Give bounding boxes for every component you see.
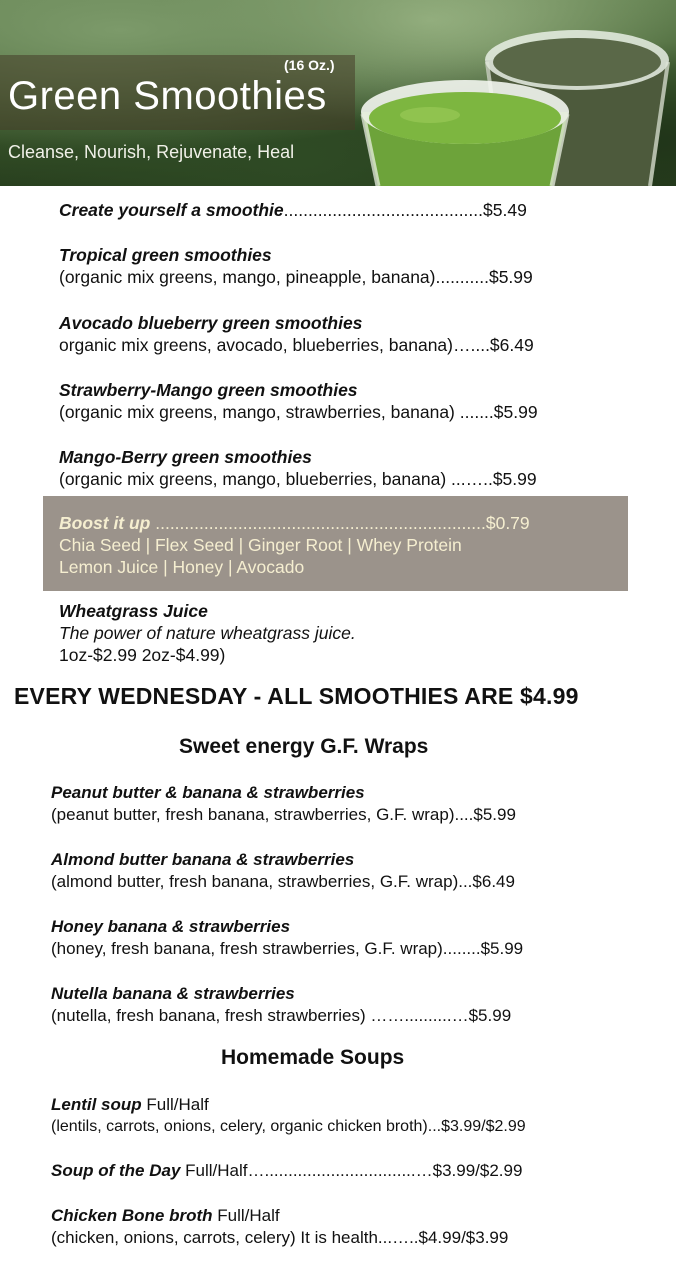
- item-name: Lentil soup: [51, 1095, 142, 1114]
- item-description: organic mix greens, avocado, blueberries, banana)…....$6.49: [59, 335, 534, 355]
- item-name: Create yourself a smoothie: [59, 200, 284, 220]
- header-banner: [0, 0, 676, 186]
- item-price: 1oz-$2.99 2oz-$4.99): [59, 645, 226, 665]
- boost-options-line2: Lemon Juice | Honey | Avocado: [59, 557, 305, 577]
- boost-price: $0.79: [485, 513, 530, 533]
- item-name: Chicken Bone broth: [51, 1206, 213, 1225]
- item-description: (almond butter, fresh banana, strawberries, G.F. wrap)...$6.49: [51, 872, 515, 891]
- menu-item: [59, 446, 537, 490]
- item-name: Peanut butter & banana & strawberries: [51, 783, 365, 802]
- boost-panel: [43, 496, 628, 591]
- item-description: (organic mix greens, mango, strawberries, banana) .......$5.99: [59, 402, 538, 422]
- item-name: Tropical green smoothies: [59, 245, 272, 265]
- page-title: Green Smoothies: [8, 74, 327, 118]
- item-description: (peanut butter, fresh banana, strawberries, G.F. wrap)....$5.99: [51, 805, 516, 824]
- menu-item: [51, 983, 511, 1027]
- item-size: Full/Half: [212, 1206, 280, 1225]
- boost-name: Boost it up: [59, 513, 151, 533]
- boost-options-line1: Chia Seed | Flex Seed | Ginger Root | Whey Protein: [59, 535, 462, 555]
- item-name: Avocado blueberry green smoothies: [59, 313, 363, 333]
- menu-item: [51, 1094, 526, 1138]
- menu-item: [51, 1205, 508, 1249]
- item-price: $5.49: [483, 200, 527, 220]
- menu-item: [51, 849, 515, 893]
- item-name: Mango-Berry green smoothies: [59, 447, 312, 467]
- item-name: Nutella banana & strawberries: [51, 984, 295, 1003]
- item-description: (organic mix greens, mango, pineapple, banana)...........$5.99: [59, 267, 533, 287]
- item-description: (organic mix greens, mango, blueberries, banana) ...…..$5.99: [59, 469, 537, 489]
- menu-item: [59, 244, 533, 288]
- menu-item: [59, 379, 538, 423]
- item-name: Wheatgrass Juice: [59, 601, 208, 621]
- item-description: The power of nature wheatgrass juice.: [59, 623, 356, 643]
- item-name: Almond butter banana & strawberries: [51, 850, 355, 869]
- menu-item: [51, 782, 516, 826]
- menu-item: [59, 312, 534, 356]
- item-description: (honey, fresh banana, fresh strawberries, G.F. wrap)........$5.99: [51, 939, 524, 958]
- dot-leader: ....................................................................: [150, 513, 486, 533]
- item-description: (nutella, fresh banana, fresh strawberries) ……..........…$5.99: [51, 1006, 512, 1025]
- menu-item: [59, 199, 527, 221]
- promo-banner: EVERY WEDNESDAY - ALL SMOOTHIES ARE $4.99: [14, 683, 579, 709]
- item-description: (chicken, onions, carrots, celery) It is health...…..$4.99/$3.99: [51, 1228, 509, 1247]
- item-name: Honey banana & strawberries: [51, 917, 291, 936]
- item-name: Strawberry-Mango green smoothies: [59, 380, 358, 400]
- tagline: Cleanse, Nourish, Rejuvenate, Heal: [8, 142, 295, 162]
- section-heading-soups: Homemade Soups: [221, 1046, 405, 1069]
- item-size: Full/Half: [141, 1095, 209, 1114]
- menu-item: [51, 1160, 522, 1182]
- item-size: Full/Half…................................…$3.99/$2.99: [180, 1161, 523, 1180]
- section-heading-wraps: Sweet energy G.F. Wraps: [179, 735, 429, 758]
- wheatgrass-item: [59, 600, 356, 666]
- size-note: (16 Oz.): [284, 57, 335, 73]
- item-name: Soup of the Day: [51, 1161, 181, 1180]
- dot-leader: .........................................: [283, 200, 484, 220]
- menu-item: [51, 916, 523, 960]
- item-description: (lentils, carrots, onions, celery, organic chicken broth)...$3.99/$2.99: [51, 1118, 526, 1135]
